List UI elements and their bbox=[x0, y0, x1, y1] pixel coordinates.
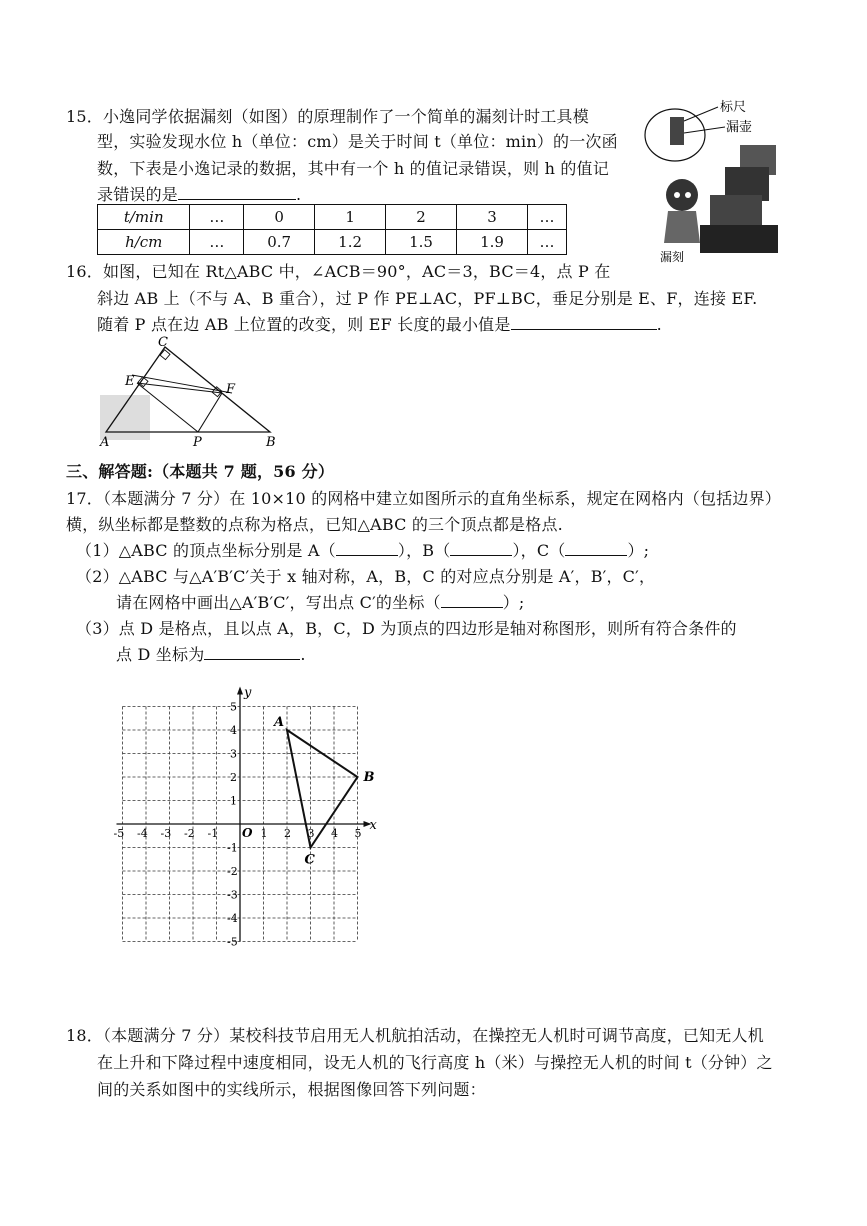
y-tick-label: 3 bbox=[230, 747, 237, 761]
q16-triangle-figure bbox=[92, 335, 292, 450]
q15-line3: 数，下表是小逸记录的数据，其中有一个 h 的值记录错误，则 h 的值记 bbox=[97, 159, 609, 178]
vertex-label-b: B bbox=[363, 770, 375, 785]
x-tick-label: 5 bbox=[354, 827, 362, 840]
child-head-shape bbox=[666, 179, 698, 211]
q16-answer-blank[interactable] bbox=[511, 329, 657, 330]
q17-part2-a: （2）△ABC 与△A′B′C′关于 x 轴对称，A，B，C 的对应点分别是 A′，B′，C′， bbox=[76, 567, 656, 586]
triangle-abc bbox=[287, 730, 358, 848]
q17-part1-d: ）; bbox=[627, 541, 650, 560]
vertex-label-c: C bbox=[304, 852, 315, 868]
table-cell: 1.9 bbox=[457, 230, 528, 255]
q15-line4-end: . bbox=[296, 185, 302, 204]
label-a: A bbox=[100, 435, 110, 450]
q15-answer-blank[interactable] bbox=[178, 199, 296, 200]
q17-part2-b-line bbox=[116, 590, 525, 613]
q16-line1: 16．如图，已知在 Rt△ABC 中，∠ACB＝90°，AC＝3，BC＝4，点 P 在 bbox=[66, 262, 611, 281]
q15-line2: 型，实验发现水位 h（单位：cm）是关于时间 t（单位：min）的一次函 bbox=[97, 132, 618, 151]
scan-shadow-shape bbox=[100, 395, 150, 440]
q17-part3-b: 点 D 坐标为 bbox=[116, 645, 205, 664]
label-f: F bbox=[226, 382, 236, 397]
segment-pf bbox=[198, 393, 222, 432]
x-tick-label: 1 bbox=[260, 827, 268, 840]
y-tick-label: 1 bbox=[230, 794, 237, 808]
q15-line4 bbox=[97, 182, 301, 205]
coordinate-grid[interactable] bbox=[110, 672, 400, 952]
table-cell: … bbox=[527, 230, 566, 255]
x-tick-label: -4 bbox=[137, 827, 148, 840]
y-tick-label: 2 bbox=[230, 771, 237, 784]
label-water-clock: 漏刻 bbox=[660, 250, 685, 264]
y-tick-label: -2 bbox=[227, 865, 238, 878]
table-label-h: h/cm bbox=[98, 230, 190, 255]
q17-answer-blank-d[interactable] bbox=[204, 659, 300, 660]
ruler-leader-line bbox=[684, 107, 718, 121]
x-tick-label: -2 bbox=[184, 827, 195, 840]
label-ruler: 标尺 bbox=[720, 100, 747, 115]
label-c: C bbox=[158, 335, 168, 350]
table-cell: … bbox=[527, 205, 566, 230]
table-cell: 0 bbox=[244, 205, 315, 230]
table-cell: … bbox=[190, 205, 244, 230]
q17-answer-blank-b[interactable] bbox=[450, 555, 512, 556]
table-cell: 2 bbox=[386, 205, 457, 230]
child-eye-shape bbox=[674, 192, 680, 198]
y-axis-arrow bbox=[237, 687, 243, 695]
q15-line4-text: 录错误的是 bbox=[97, 185, 179, 204]
q17-line1: 17．（本题满分 7 分）在 10×10 的网格中建立如图所示的直角坐标系，规定在网格内（包括边界） bbox=[66, 489, 782, 508]
q16-line2: 斜边 AB 上（不与 A、B 重合），过 P 作 PE⊥AC，PF⊥BC，垂足分别是 E、F，连接 EF. bbox=[97, 289, 758, 308]
table-row bbox=[98, 230, 567, 255]
q16-line3-text: 随着 P 点在边 AB 上位置的改变，则 EF 长度的最小值是 bbox=[97, 315, 511, 334]
table-cell: 3 bbox=[457, 205, 528, 230]
y-tick-label: 5 bbox=[230, 700, 237, 714]
x-tick-label: 3 bbox=[307, 827, 315, 840]
vessel-shape bbox=[700, 225, 778, 253]
label-p: P bbox=[193, 435, 202, 450]
x-axis-label: x bbox=[369, 818, 377, 833]
q17-part3-a: （3）点 D 是格点，且以点 A，B，C，D 为顶点的四边形是轴对称图形，则所有符合条件的 bbox=[76, 619, 737, 638]
y-tick-label: 4 bbox=[230, 724, 237, 737]
q17-part1-b: ），B（ bbox=[397, 541, 451, 560]
table-cell: … bbox=[190, 230, 244, 255]
q18-line2: 在上升和下降过程中速度相同，设无人机的飞行高度 h（米）与操控无人机的时间 t（分钟）之 bbox=[97, 1053, 773, 1072]
q17-part1-c: ），C（ bbox=[512, 541, 566, 560]
table-cell: 1.2 bbox=[315, 230, 386, 255]
child-body-shape bbox=[664, 211, 700, 243]
y-tick-label: -5 bbox=[227, 935, 238, 949]
q17-part3-b-line bbox=[116, 642, 306, 665]
q17-answer-blank-a[interactable] bbox=[336, 555, 398, 556]
table-cell: 1 bbox=[315, 205, 386, 230]
x-tick-label: -5 bbox=[113, 827, 125, 840]
label-pot: 漏壶 bbox=[726, 120, 753, 135]
y-axis-label: y bbox=[244, 685, 252, 701]
child-eye-shape bbox=[685, 192, 691, 198]
vertex-label-a: A bbox=[274, 715, 285, 730]
q17-part1-a: （1）△ABC 的顶点坐标分别是 A（ bbox=[76, 541, 336, 560]
table-cell: 0.7 bbox=[244, 230, 315, 255]
x-tick-label: -3 bbox=[160, 827, 172, 840]
table-cell: 1.5 bbox=[386, 230, 457, 255]
q17-answer-blank-c[interactable] bbox=[565, 555, 627, 556]
q18-line3: 间的关系如图中的实线所示，根据图像回答下列问题： bbox=[97, 1080, 486, 1099]
q18-line1: 18．（本题满分 7 分）某校科技节启用无人机航拍活动，在操控无人机时可调节高度，已知无人机 bbox=[66, 1026, 764, 1045]
q17-part3-end: . bbox=[300, 645, 306, 664]
y-tick-label: -4 bbox=[227, 912, 238, 925]
table-row bbox=[98, 205, 567, 230]
section-three-title: 三、解答题:（本题共 7 题，56 分） bbox=[66, 462, 335, 481]
q17-part2-b: 请在网格中画出△A′B′C′，写出点 C′的坐标（ bbox=[116, 593, 441, 612]
q17-part1 bbox=[76, 538, 649, 561]
ruler-pot-shape bbox=[670, 117, 684, 145]
q17-line2: 横，纵坐标都是整数的点称为格点，已知△ABC 的三个顶点都是格点. bbox=[66, 515, 563, 534]
q17-answer-blank-c-prime[interactable] bbox=[441, 607, 503, 608]
label-e: E bbox=[125, 374, 135, 389]
q15-line1: 15．小逸同学依据漏刻（如图）的原理制作了一个简单的漏刻计时工具模 bbox=[66, 107, 589, 126]
q15-data-table bbox=[97, 204, 567, 255]
segment-ef bbox=[137, 383, 222, 393]
label-b: B bbox=[266, 435, 276, 450]
q16-line3-end: . bbox=[656, 315, 662, 334]
water-clock-illustration bbox=[630, 95, 790, 265]
q16-line3 bbox=[97, 312, 662, 335]
origin-label: O bbox=[242, 826, 253, 840]
q17-part2-c: ）; bbox=[502, 593, 525, 612]
x-tick-label: 2 bbox=[284, 827, 291, 840]
y-tick-label: -1 bbox=[227, 841, 238, 855]
x-tick-label: 4 bbox=[331, 827, 338, 840]
table-label-t: t/min bbox=[98, 205, 190, 230]
x-tick-label: -1 bbox=[207, 827, 219, 840]
y-tick-label: -3 bbox=[227, 888, 238, 902]
